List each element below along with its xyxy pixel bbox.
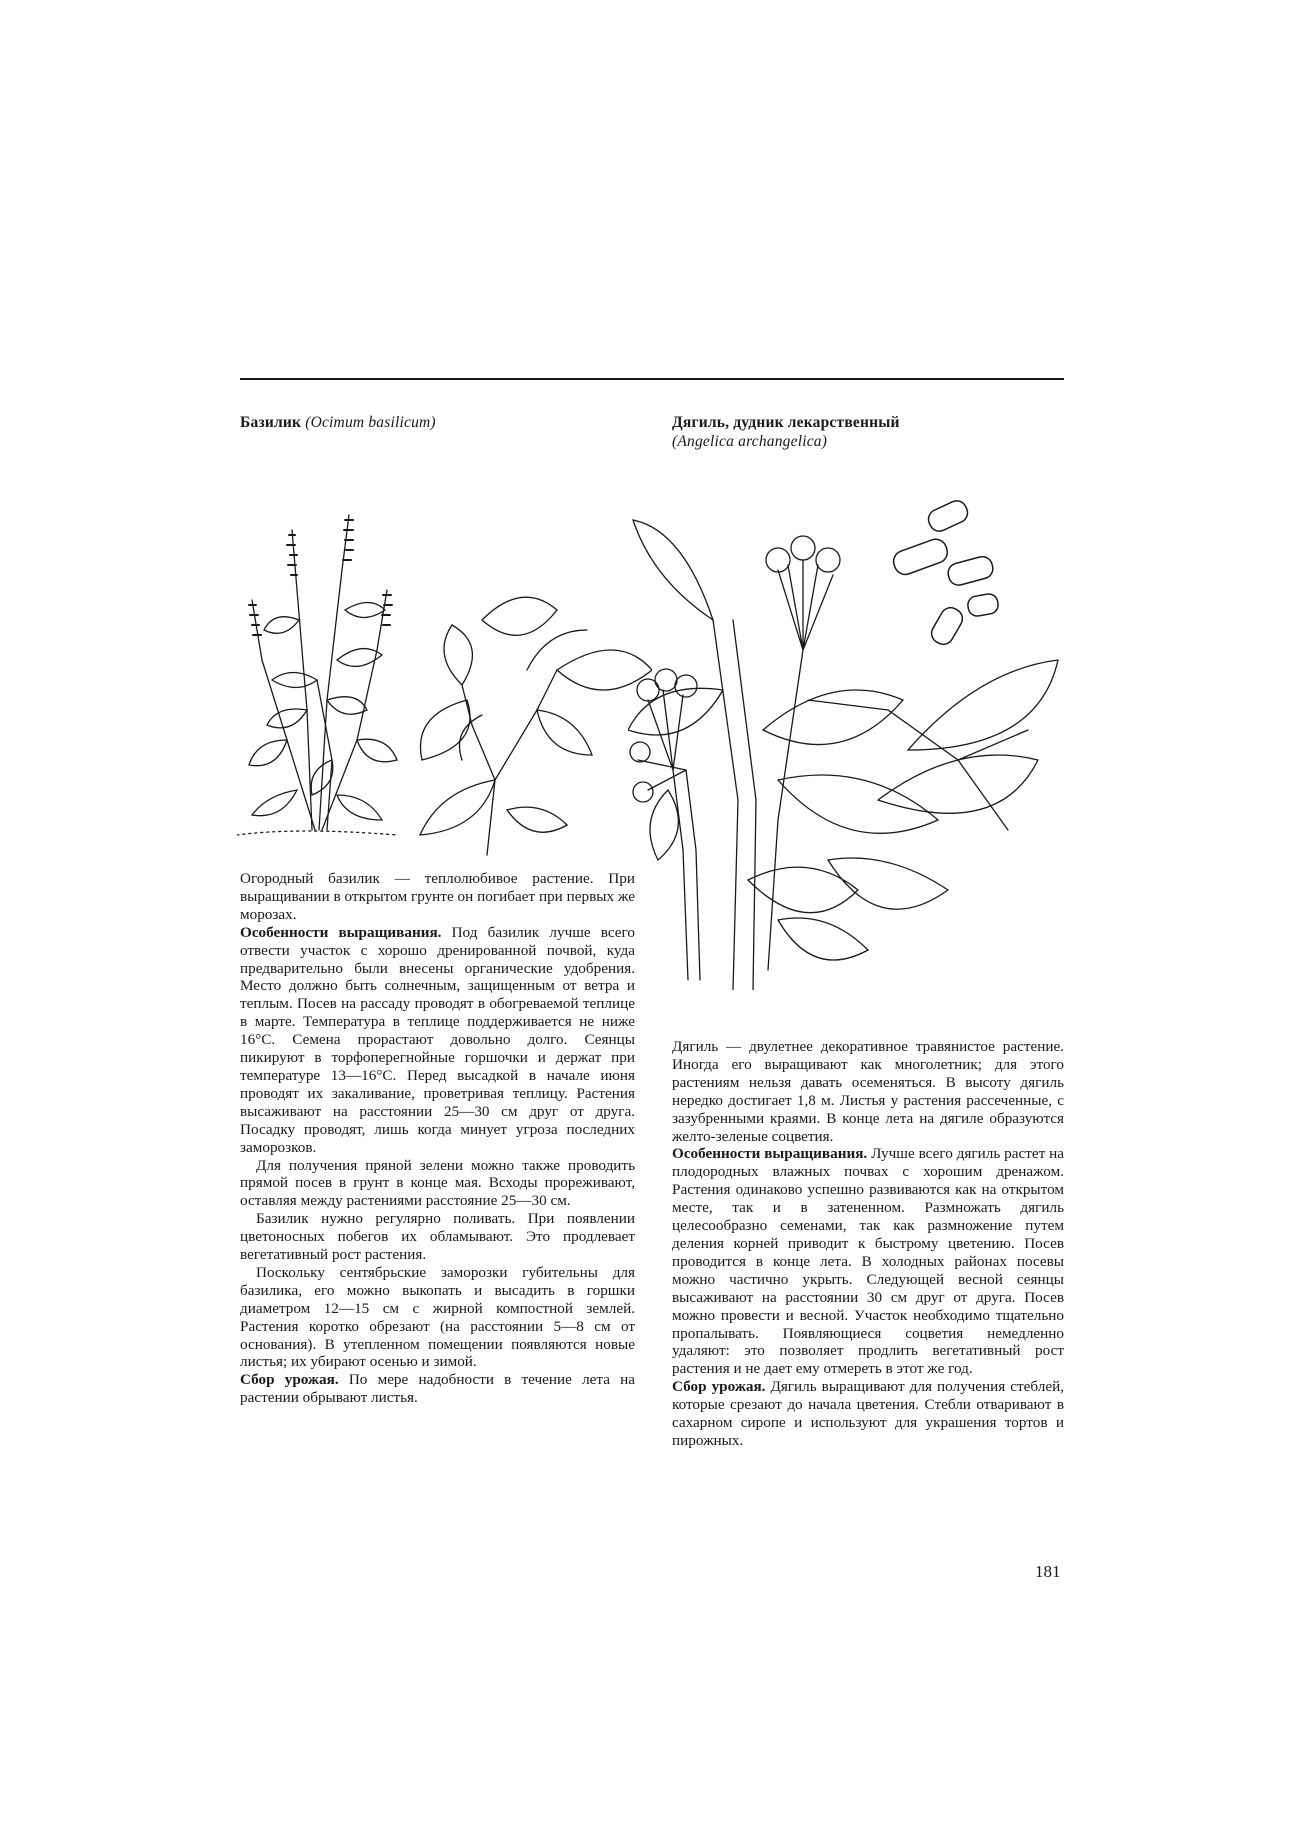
angelica-heading [672, 413, 1032, 451]
basil-heading [240, 413, 436, 432]
basil-intro: Огородный базилик — теплолюбивое растение. При выращивании в открытом грунте он погибает при первых же морозах. [240, 870, 635, 923]
angelica-text-column [672, 1038, 1064, 1450]
angelica-cultivation-lead: Особенности выращивания. [672, 1145, 868, 1163]
basil-harvest [240, 1371, 635, 1407]
basil-cultivation [240, 924, 635, 1157]
angelica-illustration [628, 500, 1068, 990]
angelica-harvest [672, 1378, 1064, 1450]
page-number: 181 [1035, 1562, 1061, 1581]
basil-cultivation-lead: Особенности выращивания. [240, 923, 442, 941]
angelica-cultivation [672, 1145, 1064, 1378]
angelica-cultivation-text: Лучше всего дягиль растет на плодородных влажных почвах с хорошим дренажом. Растения одинаково успешно развиваются как на открытом месте, так и в затененном. Размножать дягиль целесообразно семенами, так как размножение путем деления корней приводит к быстрому цветению. Посев проводится в конце лета. В холодных районах посевы можно частично укрыть. Следующей весной сеянцы высаживают на расстоянии 30 см друг от друга. Посев можно провести и весной. Участок необходимо тщательно пропалывать. Появляющиеся соцветия немедленно удаляют: это позволяет продлить вегетативный рост растения и не дает ему отмереть в этот же год. [672, 1145, 1065, 1378]
angelica-latin: (Angelica archangelica) [672, 433, 828, 450]
basil-p3: Для получения пряной зелени можно также проводить прямой посев в грунт в конце мая. Всходы прореживают, оставляя между растениями расстояние 25—30 см. [240, 1156, 635, 1210]
basil-harvest-text: По мере надобности в течение лета на растении обрывают листья. [240, 1371, 635, 1407]
top-rule [240, 378, 1064, 380]
basil-cultivation-text: Под базилик лучше всего отвести участок с хорошо дренированной почвой, куда предварительно были внесены органические удобрения. Место должно быть солнечным, защищенным от ветра и теплым. Посев на рассаду проводят в обогреваемой теплице в марте. Температура в теплице поддерживается не ниже 16°С. Семена прорастают довольно долго. Сеянцы пикируют в торфоперегнойные горшочки и держат при температуре 13—16°С. Перед высадкой в начале июня проводят их закаливание, проветривая теплицу. Растения высаживают на расстоянии 25—30 см друг от друга. Посадку проводят, лишь когда минует угроза последних заморозков. [240, 923, 635, 1156]
basil-p5: Поскольку сентябрьские заморозки губительны для базилика, его можно выкопать и высадить в горшки диаметром 12—15 см с жирной компостной землей. Растения коротко обрезают (на расстоянии 5—8 см от основания). В утепленном помещении появляются новые листья; их убирают осенью и зимой. [240, 1263, 635, 1371]
basil-illustration [237, 510, 652, 860]
basil-name: Базилик [240, 414, 302, 431]
basil-latin: (Ocimum basilicum) [305, 414, 436, 431]
angelica-name: Дягиль, дудник лекарственный [672, 414, 900, 431]
angelica-harvest-text: Дягиль выращивают для получения стеблей, которые срезают до начала цветения. Стебли отваривают в сахарном сиропе и используют для украшения тортов и пирожных. [672, 1378, 1064, 1449]
basil-p4: Базилик нужно регулярно поливать. При появлении цветоносных побегов их обламывают. Это продлевает вегетативный рост растения. [240, 1210, 635, 1264]
angelica-harvest-lead: Сбор урожая. [672, 1378, 766, 1396]
basil-text-column [240, 870, 635, 1407]
angelica-intro: Дягиль — двулетнее декоративное травянистое растение. Иногда его выращивают как многолетник; для этого растениям нельзя давать осеменяться. В высоту дягиль нередко достигает 1,8 м. Листья у растения рассеченные, с зазубренными краями. В конце лета на дягиле образуются желто-зеленые соцветия. [672, 1038, 1064, 1145]
basil-harvest-lead: Сбор урожая. [240, 1371, 339, 1389]
